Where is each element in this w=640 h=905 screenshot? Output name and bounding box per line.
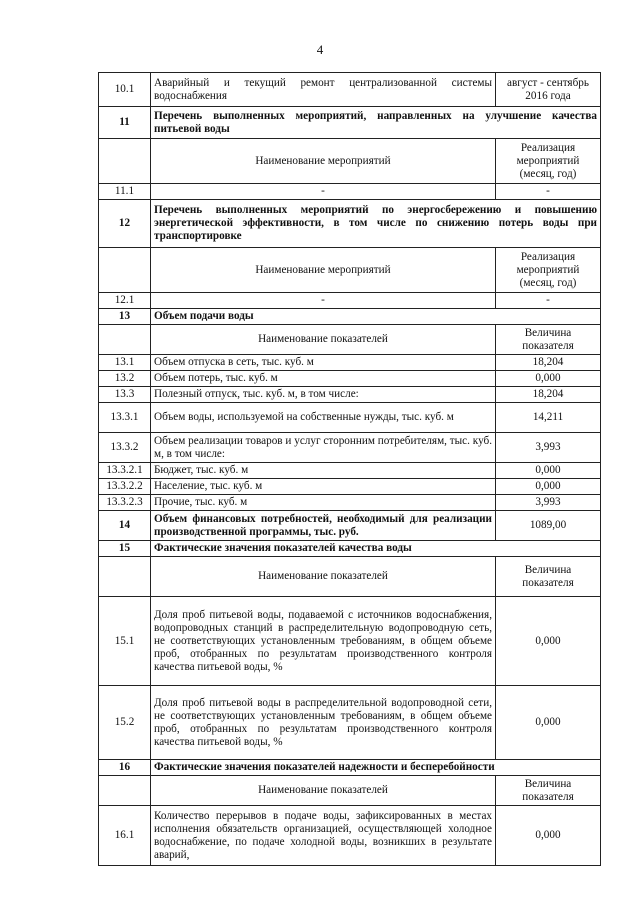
column-header-row bbox=[99, 557, 601, 597]
row-number bbox=[99, 557, 151, 597]
indicator-name: Объем воды, используемой на собственные нужды, тыс. куб. м bbox=[151, 403, 496, 433]
table-row bbox=[99, 387, 601, 403]
table-row bbox=[99, 403, 601, 433]
section-title: Фактические значения показателей качества воды bbox=[151, 541, 601, 557]
indicator-value: 0,000 bbox=[496, 806, 601, 866]
table-row bbox=[99, 806, 601, 866]
column-header-row bbox=[99, 139, 601, 184]
indicator-value: 1089,00 bbox=[496, 511, 601, 541]
row-number: 13 bbox=[99, 309, 151, 325]
indicator-value: 18,204 bbox=[496, 355, 601, 371]
indicator-value: 0,000 bbox=[496, 479, 601, 495]
section-row bbox=[99, 541, 601, 557]
indicator-name: Доля проб питьевой воды в распределительной водопроводной сети, не соответствующих установленным требованиям, в общем объеме проб, отобранных по результатам производственного контроля качества питьевой воды, % bbox=[151, 686, 496, 760]
indicator-value: 18,204 bbox=[496, 387, 601, 403]
row-number: 13.3.2 bbox=[99, 433, 151, 463]
row-number: 15 bbox=[99, 541, 151, 557]
column-header-value: Реализация мероприятий (месяц, год) bbox=[496, 248, 601, 293]
table-row bbox=[99, 184, 601, 200]
indicator-name: - bbox=[151, 293, 496, 309]
indicator-value: 3,993 bbox=[496, 433, 601, 463]
row-number: 12.1 bbox=[99, 293, 151, 309]
table-row bbox=[99, 355, 601, 371]
section-title: Объем подачи воды bbox=[151, 309, 601, 325]
indicator-name: Доля проб питьевой воды, подаваемой с источников водоснабжения, водопроводных станций в распределительную водопроводную сеть, не соответствующих установленным требованиям, в общем объеме проб, отобранных по результатам производственного контроля качества питьевой воды, % bbox=[151, 597, 496, 686]
row-number bbox=[99, 776, 151, 806]
indicator-name: Население, тыс. куб. м bbox=[151, 479, 496, 495]
column-header-row bbox=[99, 248, 601, 293]
indicator-value: 14,211 bbox=[496, 403, 601, 433]
row-number: 16.1 bbox=[99, 806, 151, 866]
row-number bbox=[99, 139, 151, 184]
row-number: 13.3.2.3 bbox=[99, 495, 151, 511]
section-row bbox=[99, 200, 601, 248]
indicator-name: Бюджет, тыс. куб. м bbox=[151, 463, 496, 479]
column-header-name: Наименование показателей bbox=[151, 776, 496, 806]
table-row bbox=[99, 495, 601, 511]
row-number: 11.1 bbox=[99, 184, 151, 200]
row-number bbox=[99, 248, 151, 293]
section-title: Фактические значения показателей надежности и бесперебойности bbox=[151, 760, 601, 776]
row-number bbox=[99, 325, 151, 355]
table-row bbox=[99, 73, 601, 107]
indicator-value: 0,000 bbox=[496, 463, 601, 479]
indicator-value: август - сентябрь 2016 года bbox=[496, 73, 601, 107]
row-number: 13.3.2.2 bbox=[99, 479, 151, 495]
row-number: 15.1 bbox=[99, 597, 151, 686]
indicator-value: - bbox=[496, 184, 601, 200]
indicator-name: Объем реализации товаров и услуг сторонним потребителям, тыс. куб. м, в том числе: bbox=[151, 433, 496, 463]
table-row bbox=[99, 597, 601, 686]
table-row bbox=[99, 479, 601, 495]
section-row bbox=[99, 107, 601, 139]
row-number: 15.2 bbox=[99, 686, 151, 760]
row-number: 12 bbox=[99, 200, 151, 248]
indicator-name: Объем финансовых потребностей, необходимый для реализации производственной программы, тыс. руб. bbox=[151, 511, 496, 541]
table-row bbox=[99, 686, 601, 760]
column-header-value: Величина показателя bbox=[496, 325, 601, 355]
indicator-value: - bbox=[496, 293, 601, 309]
row-number: 13.1 bbox=[99, 355, 151, 371]
indicator-name: Объем отпуска в сеть, тыс. куб. м bbox=[151, 355, 496, 371]
column-header-name: Наименование показателей bbox=[151, 557, 496, 597]
table-row bbox=[99, 433, 601, 463]
table-row bbox=[99, 463, 601, 479]
row-number: 16 bbox=[99, 760, 151, 776]
row-number: 10.1 bbox=[99, 73, 151, 107]
row-number: 13.3.1 bbox=[99, 403, 151, 433]
indicator-name: - bbox=[151, 184, 496, 200]
table-row bbox=[99, 511, 601, 541]
indicator-name: Полезный отпуск, тыс. куб. м, в том числе: bbox=[151, 387, 496, 403]
indicator-name: Прочие, тыс. куб. м bbox=[151, 495, 496, 511]
indicator-value: 3,993 bbox=[496, 495, 601, 511]
column-header-name: Наименование показателей bbox=[151, 325, 496, 355]
indicator-name: Объем потерь, тыс. куб. м bbox=[151, 371, 496, 387]
table-row bbox=[99, 371, 601, 387]
indicator-value: 0,000 bbox=[496, 686, 601, 760]
indicator-value: 0,000 bbox=[496, 597, 601, 686]
row-number: 14 bbox=[99, 511, 151, 541]
column-header-row bbox=[99, 325, 601, 355]
row-number: 13.3.2.1 bbox=[99, 463, 151, 479]
section-row bbox=[99, 309, 601, 325]
row-number: 13.3 bbox=[99, 387, 151, 403]
column-header-row bbox=[99, 776, 601, 806]
column-header-name: Наименование мероприятий bbox=[151, 248, 496, 293]
column-header-name: Наименование мероприятий bbox=[151, 139, 496, 184]
production-program-table bbox=[98, 72, 601, 866]
row-number: 11 bbox=[99, 107, 151, 139]
indicator-value: 0,000 bbox=[496, 371, 601, 387]
column-header-value: Реализация мероприятий (месяц, год) bbox=[496, 139, 601, 184]
section-title: Перечень выполненных мероприятий по энергосбережению и повышению энергетической эффективности, в том числе по снижению потерь воды при транспортировке bbox=[151, 200, 601, 248]
column-header-value: Величина показателя bbox=[496, 557, 601, 597]
table-row bbox=[99, 293, 601, 309]
indicator-name: Аварийный и текущий ремонт централизованной системы водоснабжения bbox=[151, 73, 496, 107]
row-number: 13.2 bbox=[99, 371, 151, 387]
page-number: 4 bbox=[316, 42, 324, 57]
column-header-value: Величина показателя bbox=[496, 776, 601, 806]
section-row bbox=[99, 760, 601, 776]
section-title: Перечень выполненных мероприятий, направленных на улучшение качества питьевой воды bbox=[151, 107, 601, 139]
indicator-name: Количество перерывов в подаче воды, зафиксированных в местах исполнения обязательств организацией, осуществляющей холодное водоснабжение, по подаче холодной воды, возникших в результате аварий, bbox=[151, 806, 496, 866]
